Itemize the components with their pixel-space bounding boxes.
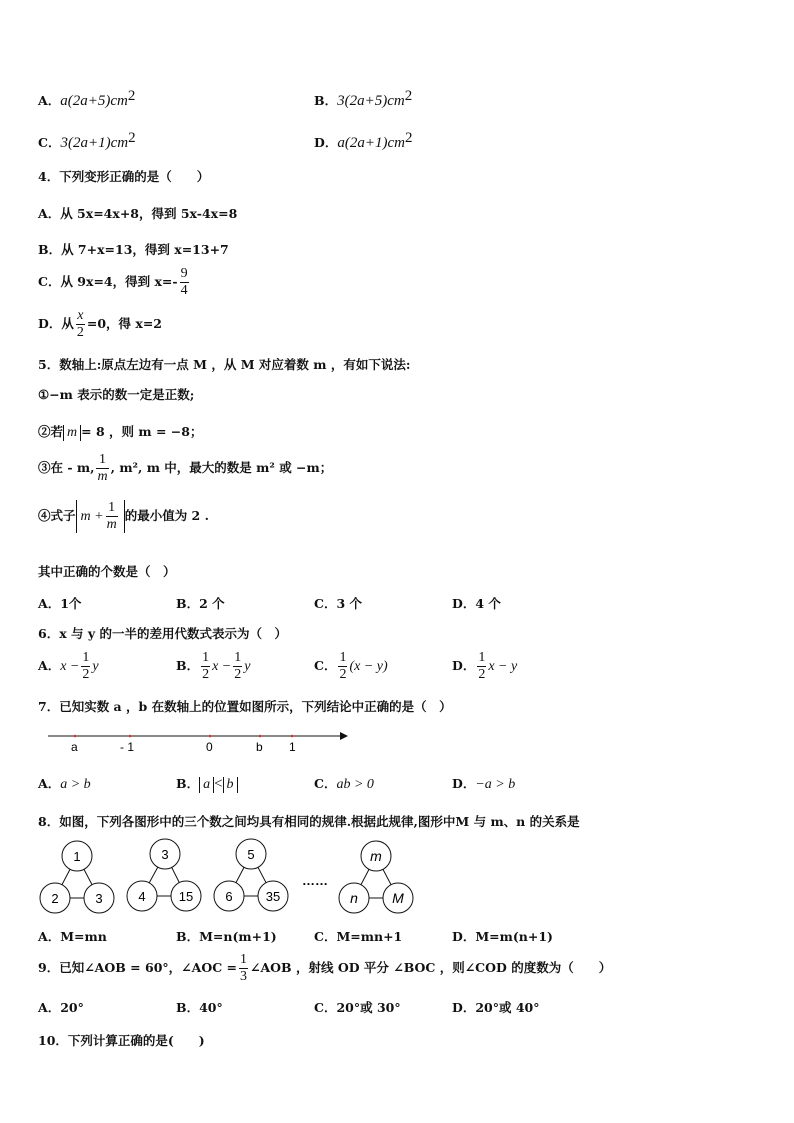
- q4-option-a: A．从 5x=4x+8，得到 5x-4x=8: [38, 206, 238, 221]
- q8-option-c: C．M=mn+1: [314, 929, 403, 944]
- ellipsis-dots: ……: [302, 873, 328, 888]
- triangle-figure-3: [214, 839, 288, 911]
- label-one: 1: [289, 740, 296, 754]
- label-b: b: [256, 740, 263, 754]
- svg-text:4: 4: [138, 889, 146, 904]
- q6-option-d: D． $\frac{1}{2}$ x − y: [452, 650, 518, 682]
- q9-option-c: C．20°或 30°: [314, 1000, 401, 1015]
- svg-text:M: M: [392, 890, 404, 906]
- q3-option-b: B．$3(2a+5)cm^2$: [314, 88, 413, 110]
- svg-text:m: m: [370, 848, 382, 864]
- q4-stem: 4．下列变形正确的是（ ）: [38, 169, 210, 184]
- tick-one: [291, 735, 294, 738]
- q5-statement-2: ②若 m = 8 ，则 m = −8；: [38, 424, 203, 440]
- q5-option-a: A．1个: [38, 596, 82, 611]
- q5-stem: 5．数轴上:原点左边有一点 M ，从 M 对应着数 m ，有如下说法:: [38, 357, 411, 372]
- q6-option-b: B． $\frac{1}{2}$ x − $\frac{1}{2}$ y: [176, 650, 251, 682]
- svg-text:5: 5: [247, 847, 255, 862]
- q5-statement-4: ④式子 m + $\frac{1}{m}$ 的最小值为 2 .: [38, 500, 209, 532]
- q7-option-b: B． a < b: [176, 774, 238, 793]
- q6-stem: 6．x 与 y 的一半的差用代数式表示为（ ）: [38, 626, 287, 641]
- q3-option-c: C．$3(2a+1)cm^2$: [38, 130, 136, 152]
- q8-option-d: D．M=m(n+1): [452, 929, 553, 944]
- q8-stem: 8．如图，下列各图形中的三个数之间均具有相同的规律.根据此规律,图形中M 与 m、n 的关系是: [38, 814, 580, 829]
- svg-text:3: 3: [161, 847, 169, 862]
- q6-option-c: C． $\frac{1}{2}$ (x − y): [314, 650, 388, 682]
- q5-option-d: D．4 个: [452, 596, 501, 611]
- q8-figure: [34, 838, 434, 918]
- q4-option-c: C．从 9x=4，得到 x=- $\frac{9}{4}$: [38, 266, 188, 298]
- q7-stem: 7．已知实数 a ，b 在数轴上的位置如图所示，下列结论中正确的是（ ）: [38, 699, 452, 714]
- q8-option-b: B．M=n(m+1): [176, 929, 277, 944]
- tick-b: [259, 735, 262, 738]
- triangle-figure-2: [127, 839, 201, 911]
- q3-option-a: A．$a(2a+5)cm^2$: [38, 88, 136, 110]
- q5-option-b: B．2 个: [176, 596, 225, 611]
- svg-text:n: n: [350, 890, 358, 906]
- svg-text:6: 6: [225, 889, 233, 904]
- q9-option-a: A．20°: [38, 1000, 84, 1015]
- svg-text:2: 2: [51, 891, 59, 906]
- q9-stem: 9．已知∠AOB = 60°，∠AOC = $\frac{1}{3}$ ∠AOB ，射线 OD 平分 ∠BOC ，则∠COD 的度数为（ ）: [38, 952, 612, 984]
- q8-option-a: A．M=mn: [38, 929, 107, 944]
- label-zero: 0: [206, 740, 213, 754]
- label-a: a: [71, 740, 78, 754]
- tick-a: [74, 735, 77, 738]
- q5-option-c: C．3 个: [314, 596, 362, 611]
- q5-statement-1: ①−m 表示的数一定是正数;: [38, 387, 195, 402]
- q3-option-d: D．$a(2a+1)cm^2$: [314, 130, 413, 152]
- q7-number-line: [40, 726, 360, 756]
- tick-neg1: [129, 735, 132, 738]
- svg-text:35: 35: [265, 889, 281, 904]
- q10-stem: 10．下列计算正确的是( ): [38, 1033, 205, 1048]
- svg-text:3: 3: [95, 891, 103, 906]
- q6-option-a: A．x − $\frac{1}{2}$ y: [38, 650, 99, 682]
- q4-option-d: D．从 $\frac{x}{2}$ =0，得 x=2: [38, 308, 162, 340]
- q9-option-d: D．20°或 40°: [452, 1000, 540, 1015]
- q7-option-d: D．−a > b: [452, 776, 516, 792]
- q5-question: 其中正确的个数是（ ）: [38, 564, 176, 579]
- q4-option-b: B．从 7+x=13，得到 x=13+7: [38, 242, 229, 257]
- q7-option-a: A．a > b: [38, 776, 91, 792]
- q5-statement-3: ③在 - m, $\frac{1}{m}$ , m², m 中，最大的数是 m² 或 −m；: [38, 452, 333, 484]
- svg-text:15: 15: [178, 889, 194, 904]
- tick-zero: [209, 735, 212, 738]
- triangle-figure-4: [339, 841, 413, 913]
- triangle-figure-1: [40, 841, 114, 913]
- q7-option-c: C．ab > 0: [314, 776, 374, 792]
- label-neg1: - 1: [120, 740, 135, 754]
- q9-option-b: B．40°: [176, 1000, 223, 1015]
- svg-text:1: 1: [73, 849, 81, 864]
- axis-arrow-icon: [340, 732, 348, 740]
